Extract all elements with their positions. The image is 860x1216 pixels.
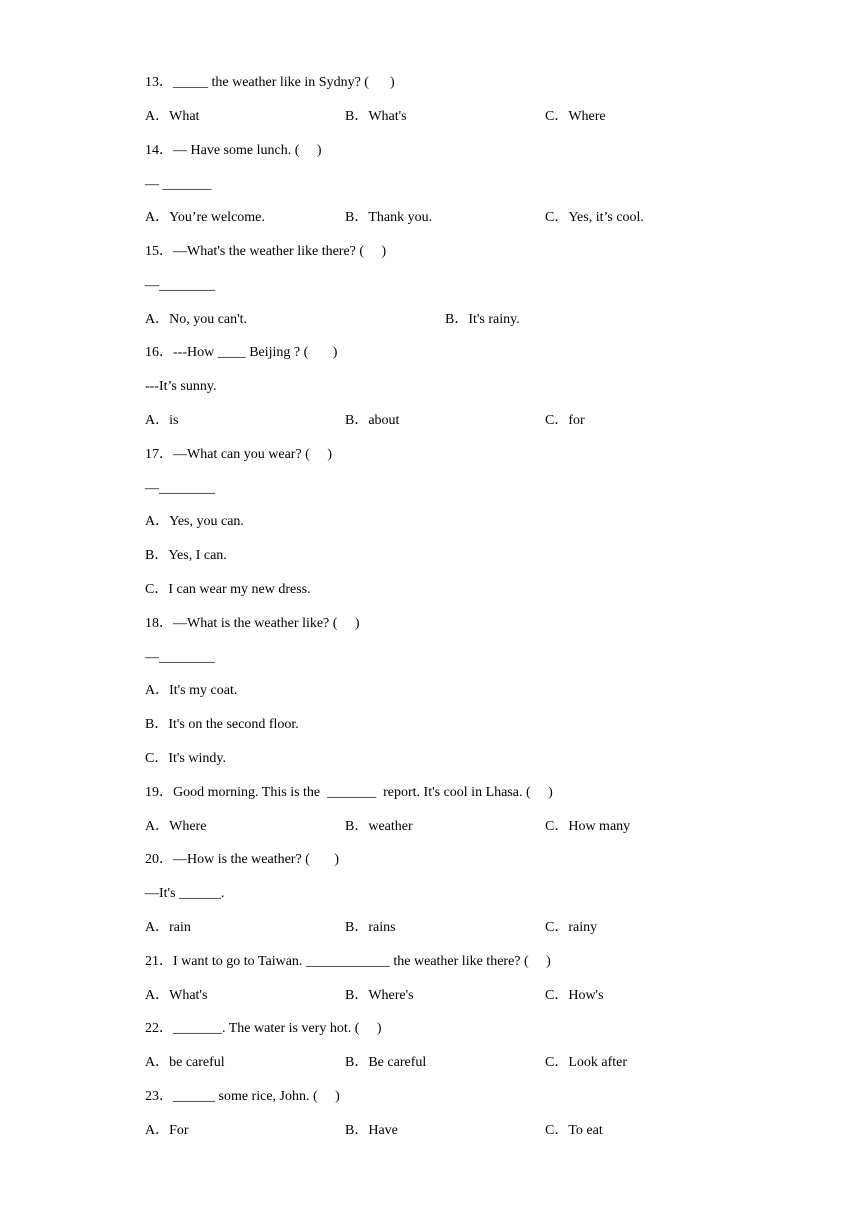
option-a: A．No, you can't. bbox=[145, 312, 248, 327]
option-a: A．Where bbox=[145, 819, 207, 834]
option-a: A．You’re welcome. bbox=[145, 210, 265, 225]
option-c: C．Where bbox=[545, 109, 606, 124]
question-number: 20． bbox=[145, 852, 173, 867]
option-b: B．What's bbox=[345, 109, 407, 124]
option-c: C．How many bbox=[545, 819, 631, 834]
question-19 bbox=[145, 784, 553, 802]
question-number: 22． bbox=[145, 1021, 173, 1036]
option-c: C．It's windy. bbox=[145, 751, 226, 766]
question-21 bbox=[145, 953, 551, 971]
question-number: 14． bbox=[145, 143, 173, 158]
option-c: C．I can wear my new dress. bbox=[145, 582, 311, 597]
question-stem: I want to go to Taiwan. ____________ the weather like there? ( ) bbox=[173, 954, 551, 969]
question-stem: —What is the weather like? ( ) bbox=[173, 616, 360, 631]
option-c: C．Look after bbox=[545, 1055, 628, 1070]
question-stem: —What can you wear? ( ) bbox=[173, 447, 332, 462]
option-c: C．rainy bbox=[545, 920, 598, 935]
option-a: A．It's my coat. bbox=[145, 683, 238, 698]
question-stem: —How is the weather? ( ) bbox=[173, 852, 340, 867]
question-20 bbox=[145, 851, 339, 869]
reply-line: —________ bbox=[145, 481, 215, 496]
option-c: C．for bbox=[545, 413, 585, 428]
question-16 bbox=[145, 344, 337, 362]
option-a: A．What's bbox=[145, 988, 208, 1003]
option-b: B．rains bbox=[345, 920, 396, 935]
question-number: 19． bbox=[145, 785, 173, 800]
question-23 bbox=[145, 1088, 340, 1106]
option-c: C．How's bbox=[545, 988, 604, 1003]
question-number: 17． bbox=[145, 447, 173, 462]
reply-line: —________ bbox=[145, 278, 215, 293]
question-stem: Good morning. This is the _______ report. It's cool in Lhasa. ( ) bbox=[173, 785, 553, 800]
question-stem: ______ some rice, John. ( ) bbox=[173, 1089, 340, 1104]
question-stem: — Have some lunch. ( ) bbox=[173, 143, 322, 158]
option-b: B．Thank you. bbox=[345, 210, 433, 225]
question-number: 18． bbox=[145, 616, 173, 631]
question-stem: _____ the weather like in Sydny? ( ) bbox=[173, 75, 395, 90]
option-b: B．weather bbox=[345, 819, 413, 834]
question-number: 13． bbox=[145, 75, 173, 90]
option-b: B．Be careful bbox=[345, 1055, 427, 1070]
option-b: B．It's rainy. bbox=[445, 312, 520, 327]
reply-line: — _______ bbox=[145, 177, 212, 192]
question-14 bbox=[145, 142, 322, 160]
question-number: 23． bbox=[145, 1089, 173, 1104]
option-b: B．Where's bbox=[345, 988, 414, 1003]
question-18 bbox=[145, 615, 360, 633]
question-17 bbox=[145, 446, 332, 464]
option-a: A．What bbox=[145, 109, 200, 124]
reply-line: —________ bbox=[145, 650, 215, 665]
question-13 bbox=[145, 74, 395, 92]
question-stem: —What's the weather like there? ( ) bbox=[173, 244, 387, 259]
option-a: A．rain bbox=[145, 920, 191, 935]
question-15 bbox=[145, 243, 386, 261]
option-a: A．For bbox=[145, 1123, 189, 1138]
question-stem: ---How ____ Beijing ? ( ) bbox=[173, 345, 338, 360]
option-b: B．Yes, I can. bbox=[145, 548, 227, 563]
question-number: 16． bbox=[145, 345, 173, 360]
reply-line: —It's ______. bbox=[145, 886, 225, 901]
option-b: B．about bbox=[345, 413, 400, 428]
question-stem: _______. The water is very hot. ( ) bbox=[173, 1021, 382, 1036]
question-22 bbox=[145, 1020, 382, 1038]
question-number: 21． bbox=[145, 954, 173, 969]
reply-line: ---It’s sunny. bbox=[145, 379, 217, 394]
question-number: 15． bbox=[145, 244, 173, 259]
option-a: A．is bbox=[145, 413, 179, 428]
option-c: C．To eat bbox=[545, 1123, 603, 1138]
option-a: A．be careful bbox=[145, 1055, 225, 1070]
option-a: A．Yes, you can. bbox=[145, 514, 244, 529]
option-b: B．It's on the second floor. bbox=[145, 717, 299, 732]
option-b: B．Have bbox=[345, 1123, 398, 1138]
option-c: C．Yes, it’s cool. bbox=[545, 210, 644, 225]
